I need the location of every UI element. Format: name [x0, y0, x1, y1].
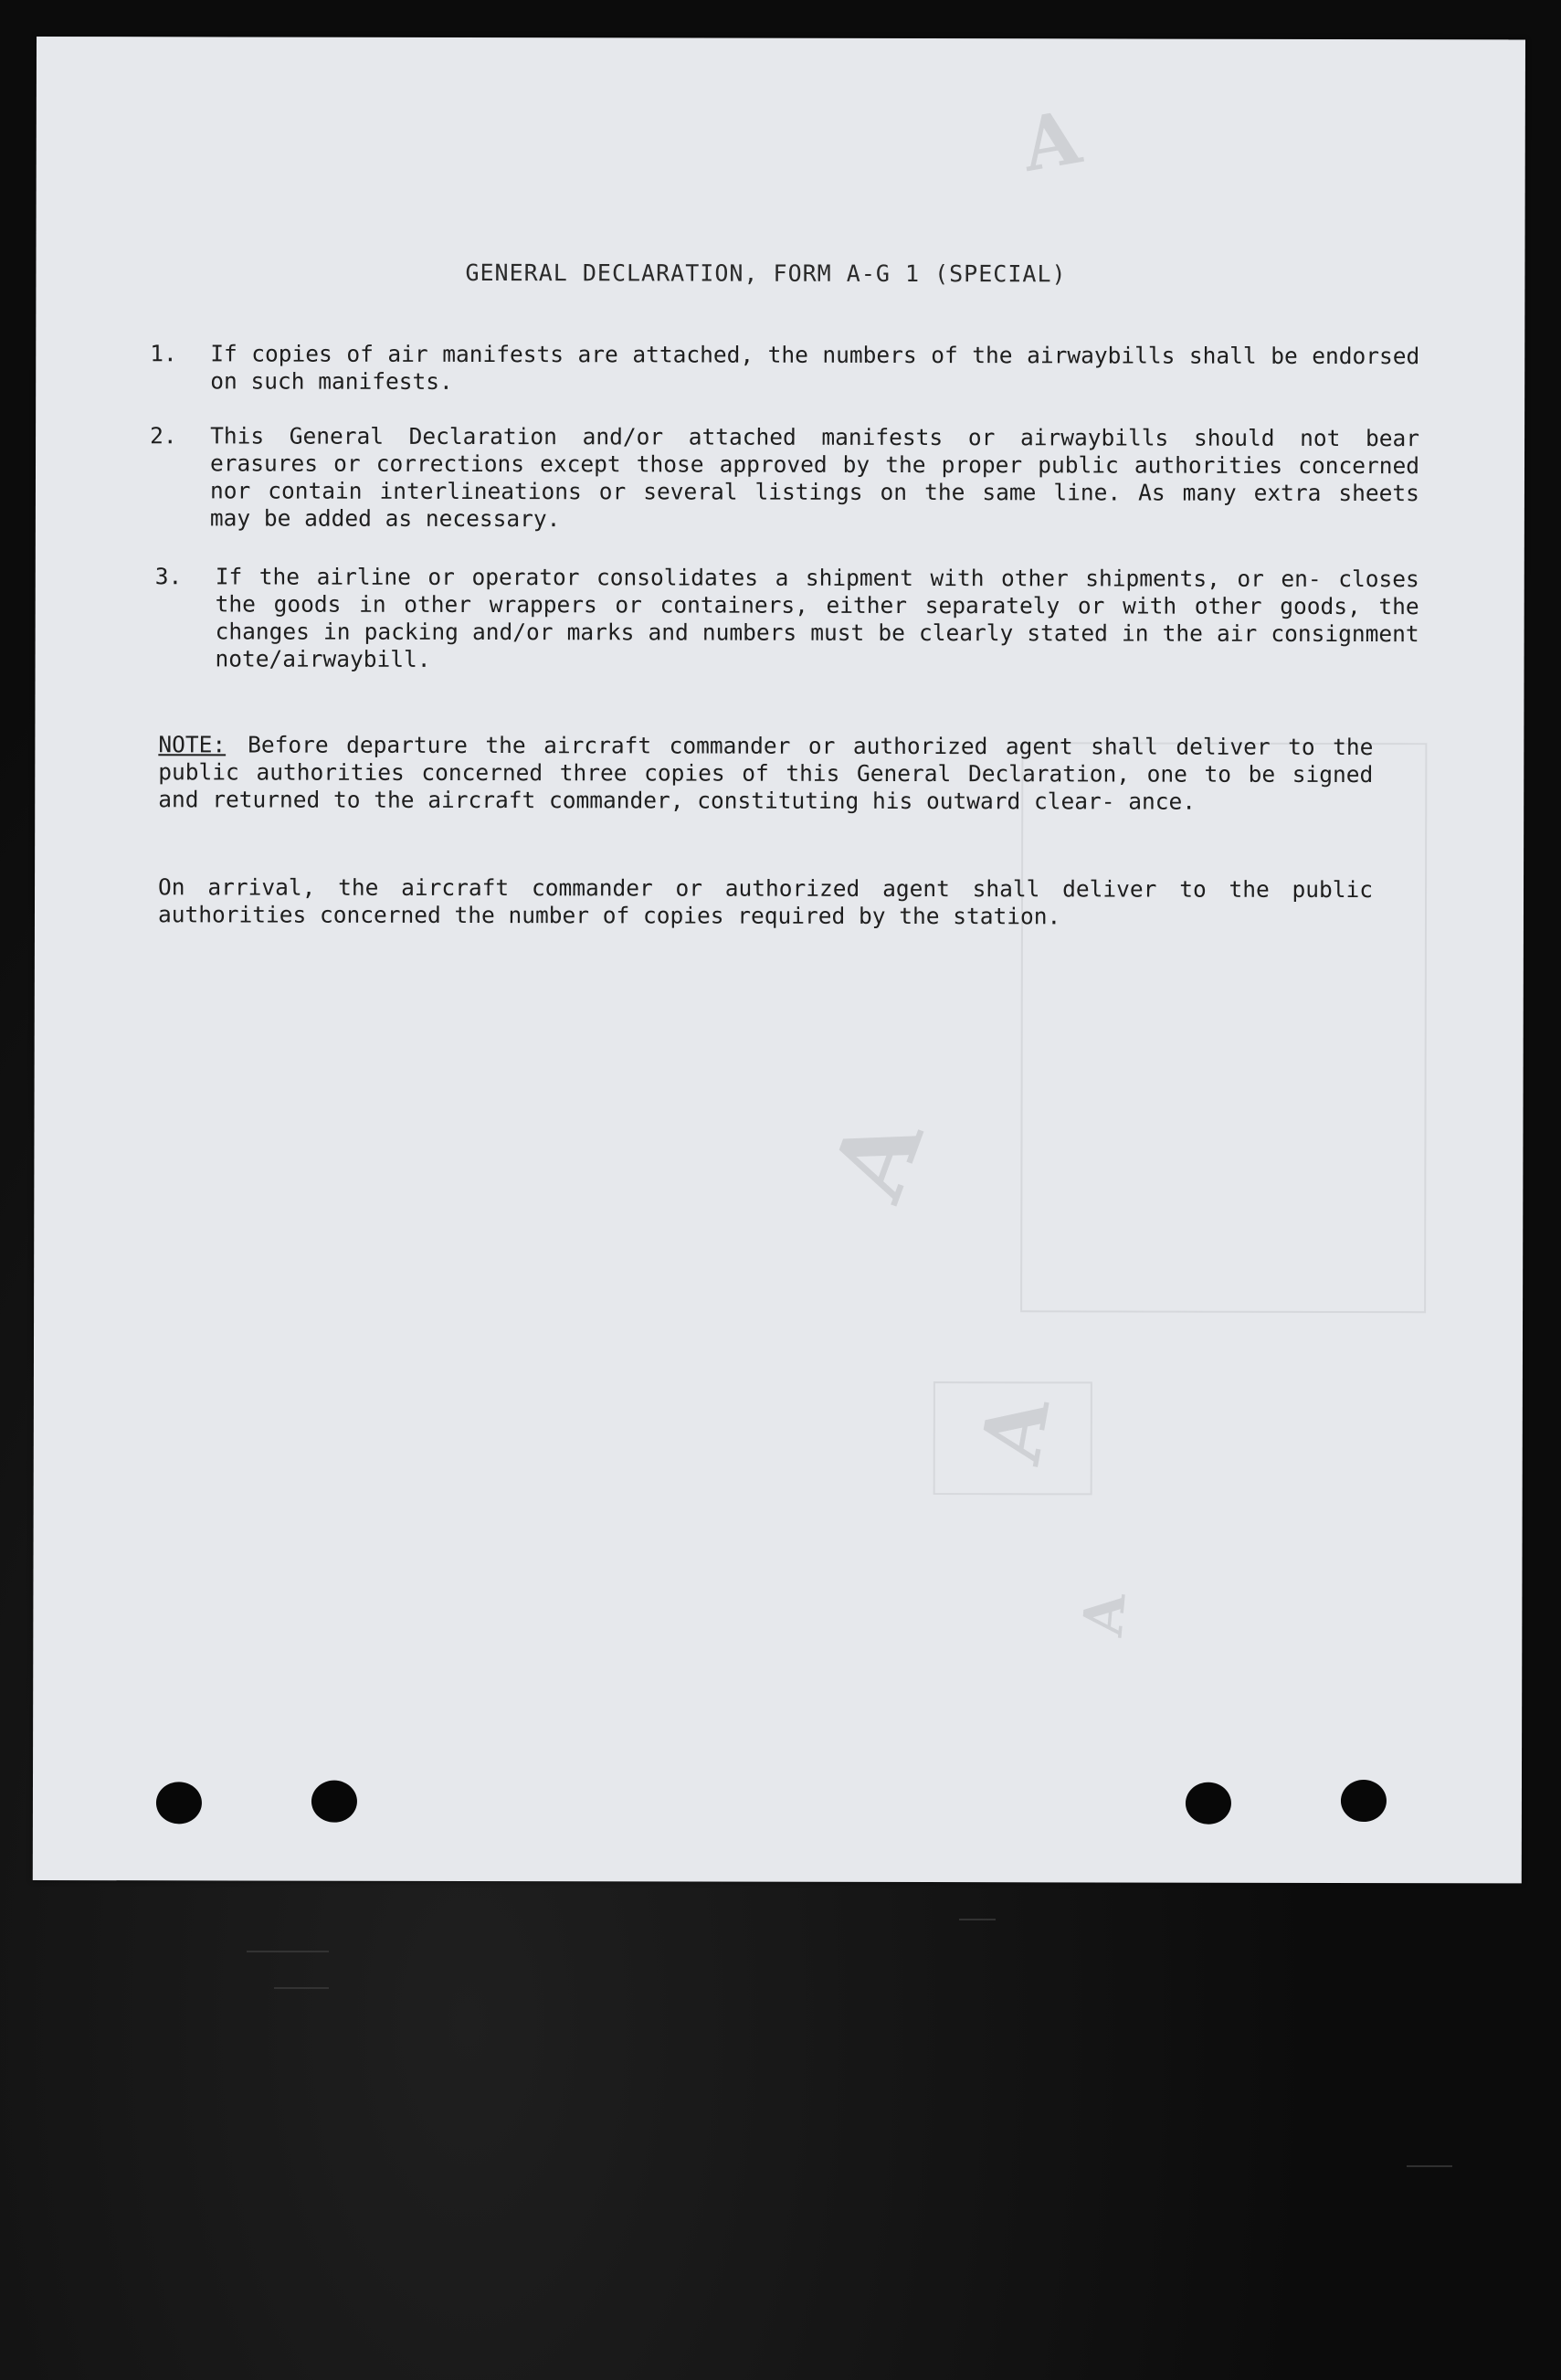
- bleed-through-mark: A: [807, 1100, 946, 1214]
- item-number: 2.: [150, 422, 177, 450]
- punch-hole: [1341, 1780, 1387, 1822]
- item-number: 3.: [154, 563, 183, 590]
- arrival-paragraph: On arrival, the aircraft commander or authorized agent shall deliver to the public authorities concerned the number of copies required by the station.: [157, 873, 1374, 930]
- item-text: This General Declaration and/or attached manifests or airwaybills should not bear erasures or corrections except those approved by the proper public authorities concerned nor contain interlineations or several listings on the same line. As many extra sheets may be added as necessary.: [209, 422, 1420, 533]
- item-text: If copies of air manifests are attached, the numbers of the airwaybills shall be endorsed on such manifests.: [210, 340, 1420, 395]
- item-text: If the airline or operator consolidates a shipment with other shipments, or en- closes the goods in other wrappers or containers, either separately or with other goods, the changes in packing and/or marks and numbers must be clearly stated in the air consignment note/airwaybill.: [215, 563, 1419, 672]
- item-number: 1.: [150, 340, 177, 367]
- scan-streak: [1407, 2165, 1452, 2167]
- note-label: NOTE:: [158, 731, 227, 758]
- bleed-through-box: [1020, 742, 1427, 1313]
- list-item: [150, 563, 1419, 672]
- punch-hole: [311, 1781, 357, 1823]
- list-item: [150, 340, 1420, 395]
- scan-streak: [959, 1919, 996, 1920]
- note-text: Before departure the aircraft commander or authorized agent shall deliver to the public authorities concerned three copies of this General Declaration, one to be signed and returned to the aircraft commander, constituting his outward clear- ance.: [158, 731, 1374, 815]
- bleed-through-mark: A: [1016, 93, 1087, 188]
- scan-streak: [274, 1987, 329, 1989]
- note-paragraph: [158, 731, 1373, 816]
- scan-streak: [247, 1951, 329, 1952]
- bleed-through-mark: A: [962, 1390, 1070, 1470]
- bleed-through-mark: A: [1071, 1591, 1139, 1639]
- document-title: GENERAL DECLARATION, FORM A-G 1 (SPECIAL): [465, 259, 1067, 288]
- punch-hole: [1186, 1782, 1231, 1825]
- list-item: [150, 422, 1420, 533]
- bleed-through-box: [933, 1381, 1092, 1495]
- punch-hole: [156, 1782, 202, 1824]
- document-page: [33, 37, 1525, 1883]
